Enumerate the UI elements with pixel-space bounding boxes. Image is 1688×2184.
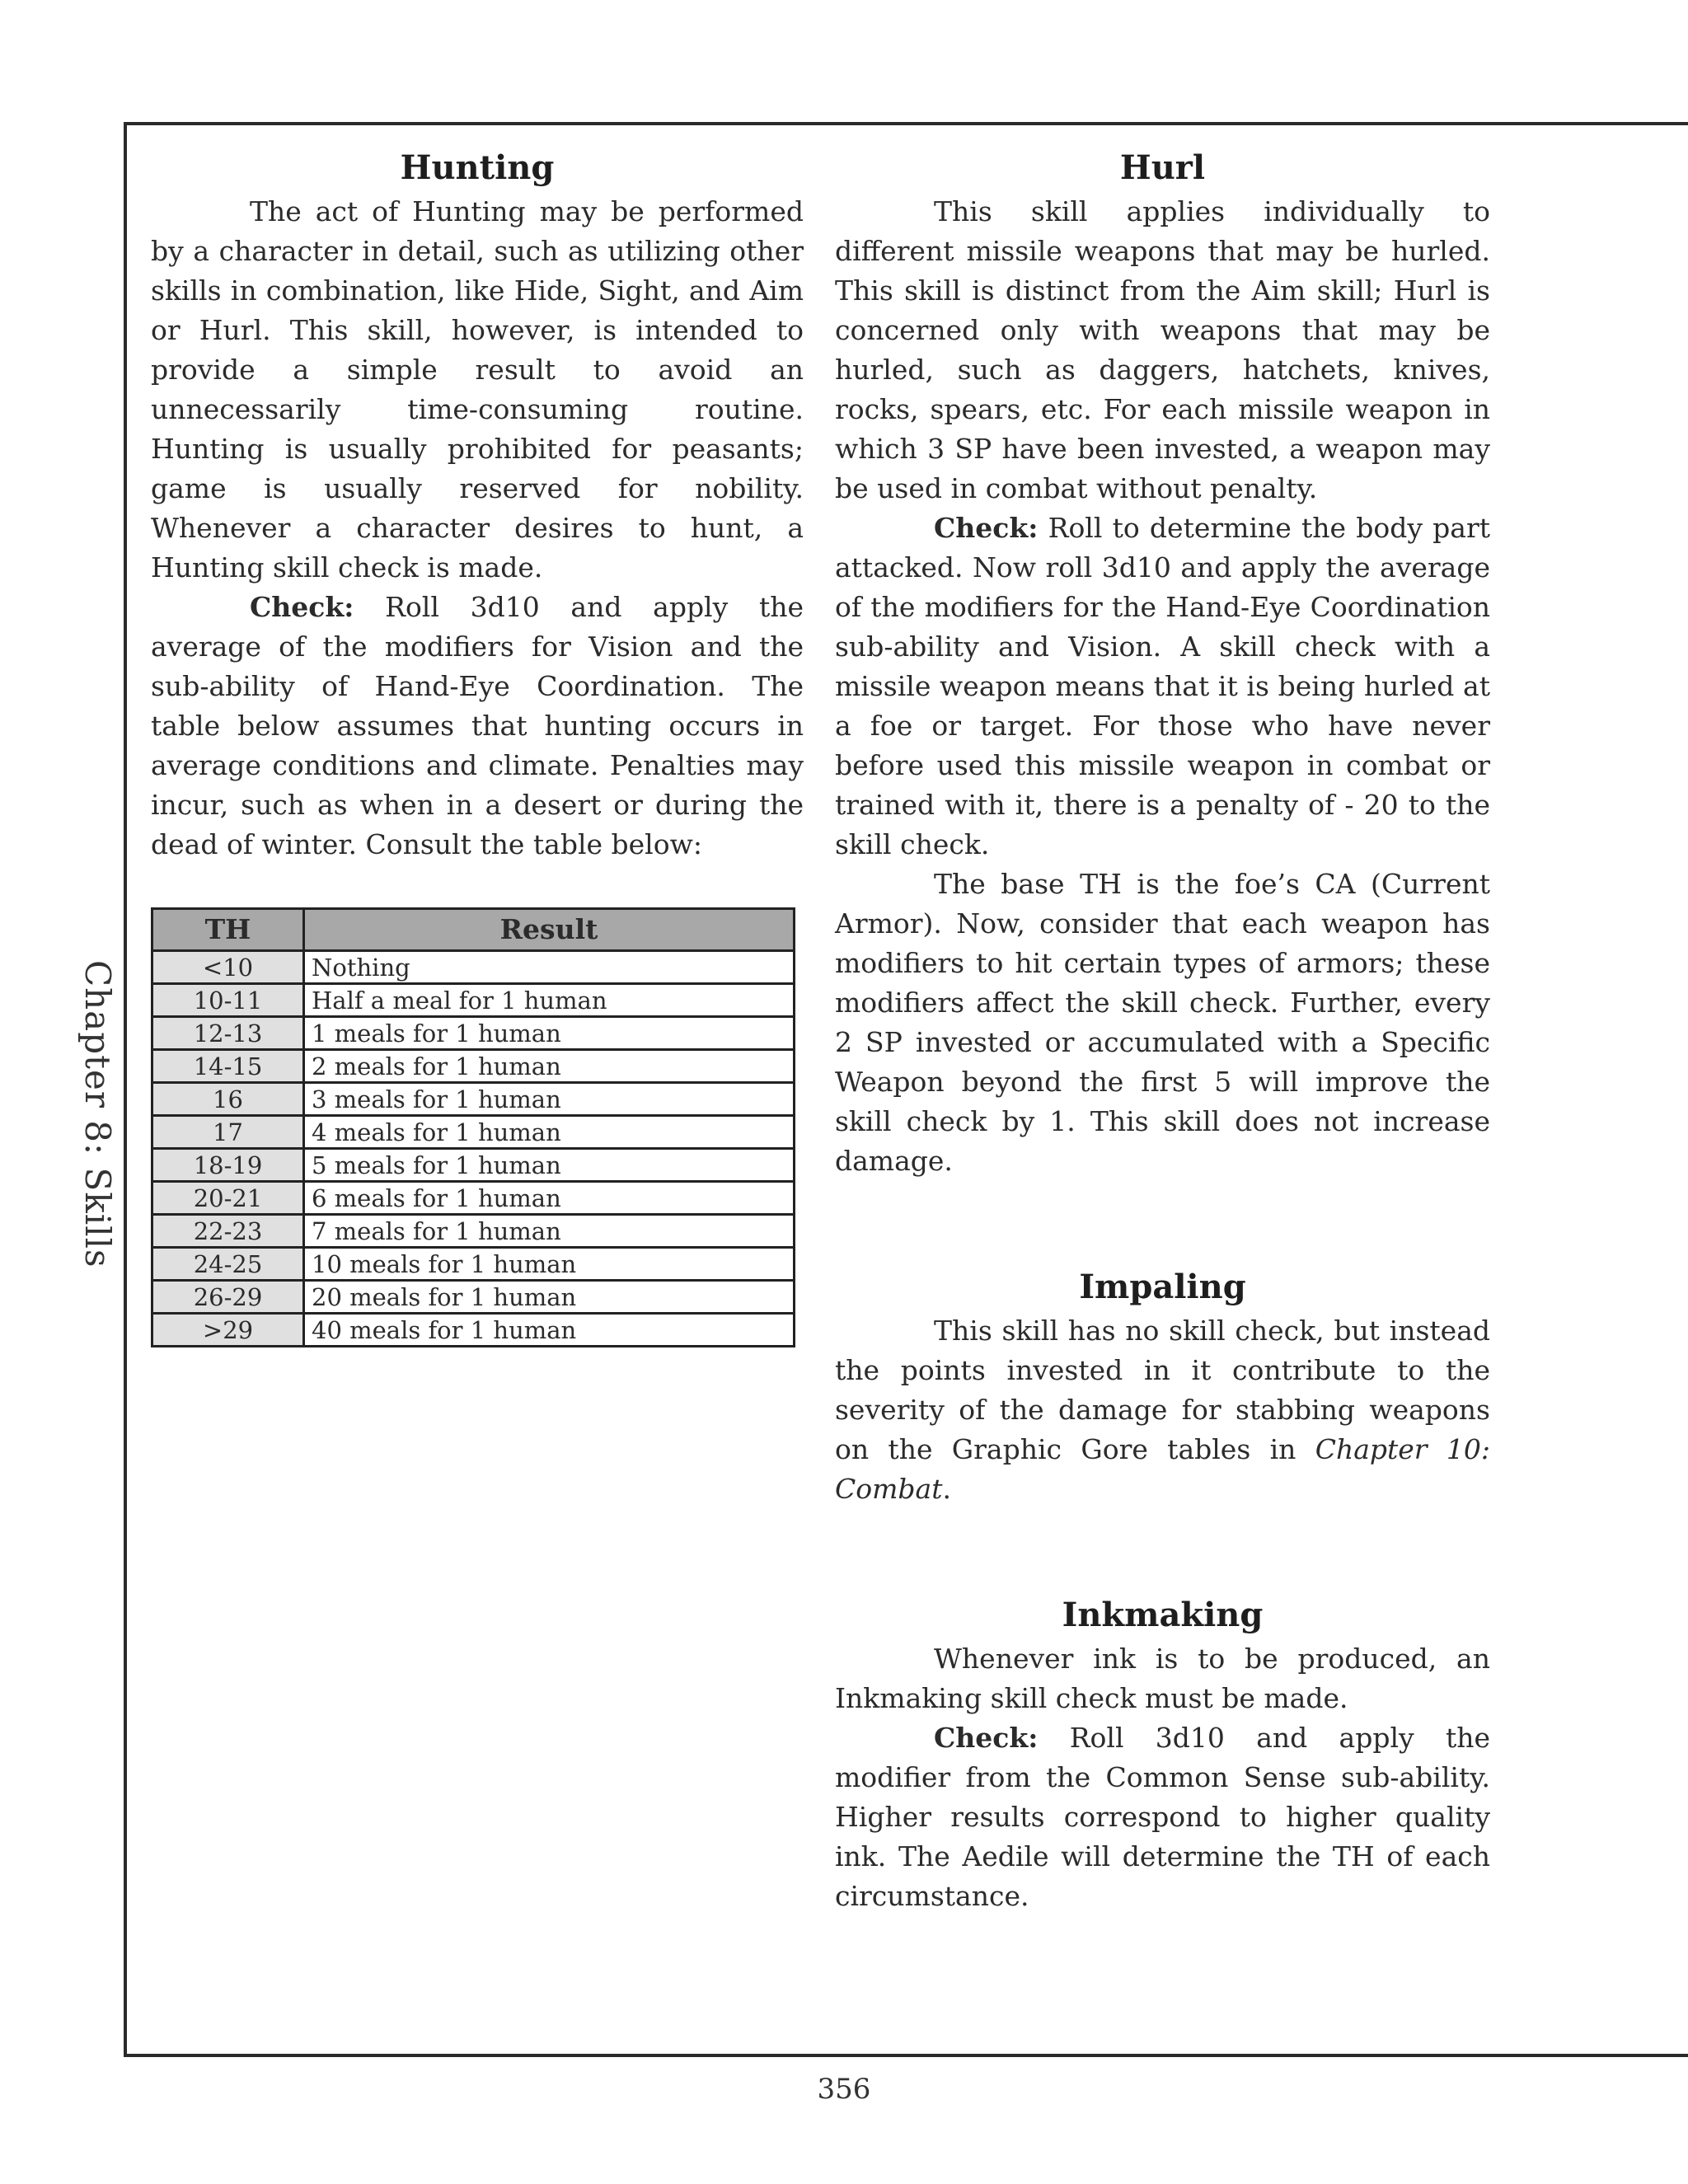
table-cell-result: 7 meals for 1 human [304, 1215, 795, 1248]
table-cell-result: 4 meals for 1 human [304, 1116, 795, 1149]
table-cell-result: 2 meals for 1 human [304, 1050, 795, 1083]
section-spacer [835, 1509, 1490, 1591]
table-row [152, 1215, 795, 1248]
table-cell-th: 16 [152, 1083, 304, 1116]
table-cell-result: Nothing [304, 951, 795, 984]
hurl-check [835, 509, 1490, 865]
right-column [835, 144, 1490, 1916]
hunting-table [151, 907, 795, 1347]
hurl-intro: This skill applies individually to different missile weapons that may be hurled. This skill is distinct from the Aim skill; Hurl is concerned only with weapons that may be hurled, such as daggers, hatchets, knives, rocks, spears, etc. For each missile weapon in which 3 SP have been invested, a weapon may be used in combat without penalty. [835, 195, 1490, 504]
hunting-table-header [152, 909, 795, 951]
table-row [152, 1281, 795, 1314]
table-row [152, 1083, 795, 1116]
hunting-check [151, 588, 804, 865]
hurl-check-label: Check: [934, 512, 1039, 544]
table-cell-th: >29 [152, 1314, 304, 1347]
table-row [152, 1314, 795, 1347]
table-cell-result: 40 meals for 1 human [304, 1314, 795, 1347]
hunting-title: Hunting [400, 148, 555, 187]
inkmaking-check-label: Check: [934, 1722, 1039, 1754]
page-number: 356 [817, 2073, 871, 2106]
inkmaking-check-text: Roll 3d10 and apply the modifier from the Common Sense sub-ability. Higher results correspond to higher quality ink. The Aedile will determine the TH of each circumstance. [835, 1722, 1490, 1912]
table-cell-result: 5 meals for 1 human [304, 1149, 795, 1182]
table-row [152, 1017, 795, 1050]
table-row [152, 951, 795, 984]
inkmaking-check [835, 1718, 1490, 1916]
inkmaking-title: Inkmaking [1062, 1596, 1264, 1634]
table-header-th: TH [152, 909, 304, 951]
table-cell-th: <10 [152, 951, 304, 984]
table-cell-result: 10 meals for 1 human [304, 1248, 795, 1281]
table-row [152, 1182, 795, 1215]
table-cell-th: 22-23 [152, 1215, 304, 1248]
table-cell-result: 3 meals for 1 human [304, 1083, 795, 1116]
table-row [152, 1149, 795, 1182]
hurl-base-th: The base TH is the foe’s CA (Current Armor). Now, consider that each weapon has modifiers to hit certain types of armors; these modifiers affect the skill check. Further, every 2 SP invested or accumulated with a Specific Weapon beyond the first 5 will improve the skill check by 1. This skill does not increase damage. [835, 868, 1490, 1177]
section-spacer [835, 1181, 1490, 1263]
hurl-title: Hurl [1119, 148, 1206, 187]
impaling-tail: . [942, 1473, 951, 1505]
table-cell-th: 17 [152, 1116, 304, 1149]
table-cell-result: Half a meal for 1 human [304, 984, 795, 1017]
impaling-body: This skill has no skill check, but instead the points invested in it contribute to the severity of the damage for stabbing weapons on the Graphic Gore tables in [835, 1315, 1490, 1465]
table-row [152, 1050, 795, 1083]
impaling-title: Impaling [1079, 1268, 1246, 1306]
table-row [152, 984, 795, 1017]
hunting-table-body [152, 951, 795, 1347]
table-cell-th: 14-15 [152, 1050, 304, 1083]
table-cell-th: 24-25 [152, 1248, 304, 1281]
impaling-chapter-ref: Chapter 10: Combat [835, 1433, 1490, 1505]
hurl-check-text: Roll to determine the body part attacked. Now roll 3d10 and apply the average of the modifiers for the Hand-Eye Coordination sub-ability and Vision. A skill check with a missile weapon means that it is being hurled at a foe or target. For those who have never before used this missile weapon in combat or trained with it, there is a penalty of - 20 to the skill check. [835, 512, 1490, 860]
table-cell-th: 20-21 [152, 1182, 304, 1215]
hunting-intro: The act of Hunting may be performed by a character in detail, such as utilizing other skills in combination, like Hide, Sight, and Aim or Hurl. This skill, however, is intended to provide a simple result to avoid an unnecessarily time-consuming routine. Hunting is usually prohibited for peasants; game is usually reserved for nobility. Whenever a character desires to hunt, a Hunting skill check is made. [151, 195, 804, 583]
table-cell-th: 26-29 [152, 1281, 304, 1314]
table-cell-result: 1 meals for 1 human [304, 1017, 795, 1050]
table-row [152, 1116, 795, 1149]
table-cell-th: 10-11 [152, 984, 304, 1017]
inkmaking-intro: Whenever ink is to be produced, an Inkmaking skill check must be made. [835, 1643, 1490, 1714]
table-cell-th: 18-19 [152, 1149, 304, 1182]
table-cell-result: 6 meals for 1 human [304, 1182, 795, 1215]
hunting-check-text: Roll 3d10 and apply the average of the modifiers for Vision and the sub-ability of Hand-Eye Coordination. The table below assumes that hunting occurs in average conditions and climate. Penalties may incur, such as when in a desert or during the dead of winter. Consult the table below: [151, 591, 804, 860]
table-row [152, 1248, 795, 1281]
table-header-result: Result [304, 909, 795, 951]
hunting-check-label: Check: [250, 591, 354, 623]
table-cell-result: 20 meals for 1 human [304, 1281, 795, 1314]
chapter-side-label: Chapter 8: Skills [77, 960, 118, 1268]
left-column [151, 144, 804, 1347]
table-cell-th: 12-13 [152, 1017, 304, 1050]
impaling-text [835, 1311, 1490, 1509]
